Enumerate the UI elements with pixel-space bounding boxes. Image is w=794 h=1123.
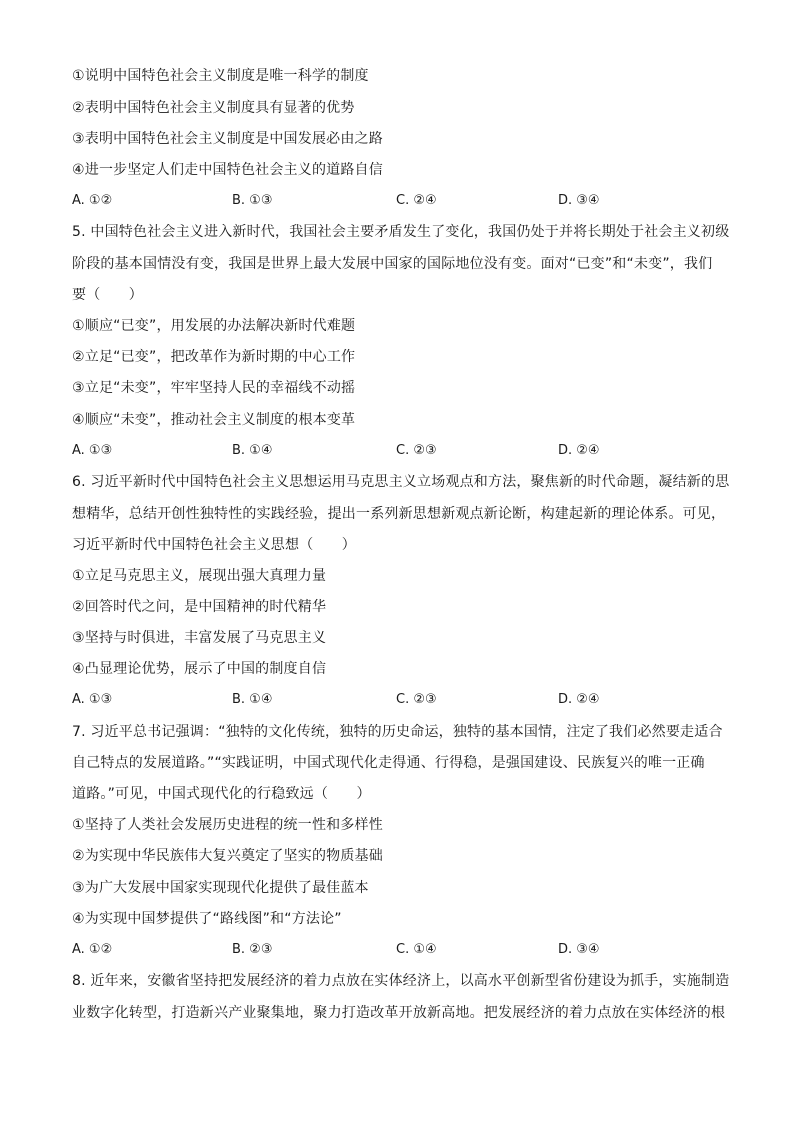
q5-option-b[interactable]: B. ①④ bbox=[232, 443, 273, 458]
q4-statement-1: ①说明中国特色社会主义制度是唯一科学的制度 bbox=[72, 68, 369, 84]
q7-statement-4: ④为实现中国梦提供了“路线图”和“方法论” bbox=[72, 911, 342, 927]
q5-statement-3: ③立足“未变”，牢牢坚持人民的幸福线不动摇 bbox=[72, 380, 356, 396]
q7-stem-line-2: 自己特点的发展道路。”“实践证明，中国式现代化走得通、行得稳，是强国建设、民族复兴的唯一正确 bbox=[72, 755, 705, 771]
q6-stem-line-3: 习近平新时代中国特色社会主义思想（ ） bbox=[72, 537, 356, 553]
q7-options bbox=[72, 940, 732, 960]
q6-option-b[interactable]: B. ①④ bbox=[232, 692, 273, 707]
q8-stem-line-1: 8. 近年来，安徽省坚持把发展经济的着力点放在实体经济上，以高水平创新型省份建设为抓手，实施制造 bbox=[72, 973, 730, 989]
q6-statement-4: ④凸显理论优势，展示了中国的制度自信 bbox=[72, 661, 327, 677]
q4-option-d[interactable]: D. ③④ bbox=[558, 193, 600, 208]
q6-statement-2: ②回答时代之问，是中国精神的时代精华 bbox=[72, 599, 327, 615]
q5-stem-line-2: 阶段的基本国情没有变，我国是世界上最大发展中国家的国际地位没有变。面对“已变”和“未变”，我们 bbox=[72, 256, 713, 272]
q7-statement-2: ②为实现中华民族伟大复兴奠定了坚实的物质基础 bbox=[72, 848, 383, 864]
q5-stem-line-1: 5. 中国特色社会主义进入新时代，我国社会主要矛盾发生了变化，我国仍处于并将长期处于社会主义初级 bbox=[72, 224, 730, 240]
q6-stem-line-1: 6. 习近平新时代中国特色社会主义思想运用马克思主义立场观点和方法，聚焦新的时代命题，凝结新的思 bbox=[72, 474, 730, 490]
q6-options bbox=[72, 690, 732, 710]
q4-options bbox=[72, 191, 732, 211]
q5-statement-2: ②立足“已变”，把改革作为新时期的中心工作 bbox=[72, 349, 356, 365]
q4-statement-4: ④进一步坚定人们走中国特色社会主义的道路自信 bbox=[72, 162, 383, 178]
q7-option-a[interactable]: A. ①② bbox=[72, 942, 113, 957]
q6-statement-1: ①立足马克思主义，展现出强大真理力量 bbox=[72, 568, 327, 584]
q7-statement-1: ①坚持了人类社会发展历史进程的统一性和多样性 bbox=[72, 817, 383, 833]
q5-option-d[interactable]: D. ②④ bbox=[558, 443, 600, 458]
q4-statement-3: ③表明中国特色社会主义制度是中国发展必由之路 bbox=[72, 131, 383, 147]
q6-option-d[interactable]: D. ②④ bbox=[558, 692, 600, 707]
q5-option-a[interactable]: A. ①③ bbox=[72, 443, 113, 458]
q8-stem-line-2: 业数字化转型，打造新兴产业聚集地，聚力打造改革开放新高地。把发展经济的着力点放在实体经济的根 bbox=[72, 1005, 726, 1021]
q7-stem-line-3: 道路。”可见，中国式现代化的行稳致远（ ） bbox=[72, 786, 371, 802]
q7-option-d[interactable]: D. ③④ bbox=[558, 942, 600, 957]
q5-statement-4: ④顺应“未变”，推动社会主义制度的根本变革 bbox=[72, 412, 356, 428]
q6-option-a[interactable]: A. ①③ bbox=[72, 692, 113, 707]
q4-statement-2: ②表明中国特色社会主义制度具有显著的优势 bbox=[72, 100, 355, 116]
q7-statement-3: ③为广大发展中国家实现现代化提供了最佳蓝本 bbox=[72, 880, 369, 896]
q5-stem-line-3: 要（ ） bbox=[72, 287, 143, 303]
q4-option-c[interactable]: C. ②④ bbox=[396, 193, 437, 208]
q7-option-c[interactable]: C. ①④ bbox=[396, 942, 437, 957]
q7-stem-line-1: 7. 习近平总书记强调：“独特的文化传统，独特的历史命运，独特的基本国情，注定了我们必然要走适合 bbox=[72, 724, 723, 740]
q5-options bbox=[72, 441, 732, 461]
q6-statement-3: ③坚持与时俱进，丰富发展了马克思主义 bbox=[72, 630, 327, 646]
q4-option-b[interactable]: B. ①③ bbox=[232, 193, 273, 208]
q6-option-c[interactable]: C. ②③ bbox=[396, 692, 437, 707]
q4-option-a[interactable]: A. ①② bbox=[72, 193, 113, 208]
q6-stem-line-2: 想精华，总结开创性独特性的实践经验，提出一系列新思想新观点新论断，构建起新的理论体系。可见， bbox=[72, 506, 726, 522]
q5-statement-1: ①顺应“已变”，用发展的办法解决新时代难题 bbox=[72, 318, 356, 334]
q7-option-b[interactable]: B. ②③ bbox=[232, 942, 273, 957]
q5-option-c[interactable]: C. ②③ bbox=[396, 443, 437, 458]
